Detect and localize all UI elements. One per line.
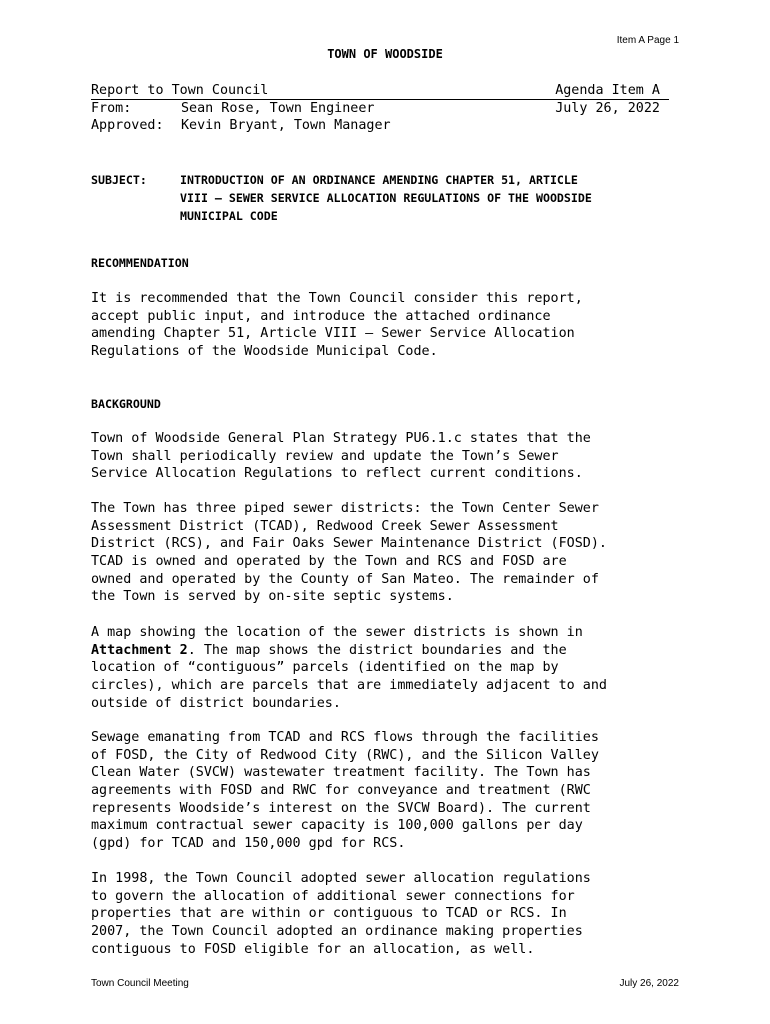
text-line: of FOSD, the City of Redwood City (RWC), and the Silicon Valley	[91, 747, 599, 763]
text-line: In 1998, the Town Council adopted sewer allocation regulations	[91, 871, 591, 886]
background-paragraph-1	[91, 430, 591, 483]
page-label: Item A Page 1	[616, 35, 679, 46]
header-row-from	[91, 100, 669, 118]
report-to: Report to Town Council	[91, 83, 269, 98]
attachment-reference: Attachment 2	[91, 642, 188, 658]
text-line: (gpd) for TCAD and 150,000 gpd for RCS.	[91, 836, 406, 852]
header-row-approved	[91, 117, 669, 135]
text-line: District (RCS), and Fair Oaks Sewer Maintenance District (FOSD).	[91, 536, 607, 552]
text-line: the Town is served by on-site septic systems.	[91, 589, 454, 605]
text-line: owned and operated by the County of San Mateo. The remainder of	[91, 571, 599, 587]
text-line: Sewage emanating from TCAD and RCS flows through the facilities	[91, 730, 599, 745]
text-line: circles), which are parcels that are immediately adjacent to and	[91, 678, 607, 694]
text-line: TCAD is owned and operated by the Town and RCS and FOSD are	[91, 554, 567, 570]
recommendation-heading: RECOMMENDATION	[91, 256, 189, 270]
text-line: Assessment District (TCAD), Redwood Creek Sewer Assessment	[91, 518, 559, 534]
text-line: amending Chapter 51, Article VIII – Sewer Service Allocation	[91, 326, 575, 342]
background-heading: BACKGROUND	[91, 397, 161, 411]
text-line: Service Allocation Regulations to reflect current conditions.	[91, 466, 583, 482]
approved-value: Kevin Bryant, Town Manager	[181, 118, 391, 134]
subject-label: SUBJECT:	[91, 173, 147, 187]
subject-text	[180, 171, 592, 225]
text-line: 2007, the Town Council adopted an ordinance making properties	[91, 924, 583, 940]
text-line: It is recommended that the Town Council consider this report,	[91, 291, 583, 306]
background-paragraph-3	[91, 624, 607, 712]
agenda-item: Agenda Item A	[555, 83, 660, 98]
subject-line: MUNICIPAL CODE	[180, 209, 278, 223]
from-value: Sean Rose, Town Engineer	[181, 100, 375, 116]
subject-line: VIII – SEWER SERVICE ALLOCATION REGULATIONS OF THE WOODSIDE	[180, 191, 592, 205]
text-line: accept public input, and introduce the attached ordinance	[91, 308, 551, 324]
report-header	[91, 82, 669, 135]
text-line: A map showing the location of the sewer districts is shown in	[91, 625, 583, 640]
text-line: Town shall periodically review and update the Town’s Sewer	[91, 448, 559, 464]
background-paragraph-2	[91, 500, 607, 606]
header-row-report	[91, 82, 669, 100]
text-line: maximum contractual sewer capacity is 100,000 gallons per day	[91, 818, 583, 834]
footer-meeting: Town Council Meeting	[91, 978, 189, 989]
footer-date: July 26, 2022	[619, 978, 679, 989]
report-date: July 26, 2022	[555, 100, 660, 116]
from-label: From:	[91, 100, 132, 116]
text-line: Town of Woodside General Plan Strategy PU6.1.c states that the	[91, 431, 591, 446]
text-line: Clean Water (SVCW) wastewater treatment facility. The Town has	[91, 765, 591, 781]
text-line	[91, 642, 607, 660]
text-line: outside of district boundaries.	[91, 695, 341, 711]
text-line: to govern the allocation of additional sewer connections for	[91, 888, 575, 904]
text-line: properties that are within or contiguous to TCAD or RCS. In	[91, 906, 567, 922]
text-line: represents Woodside’s interest on the SVCW Board). The current	[91, 800, 591, 816]
subject-line: INTRODUCTION OF AN ORDINANCE AMENDING CHAPTER 51, ARTICLE	[180, 173, 578, 187]
text-line: agreements with FOSD and RWC for conveyance and treatment (RWC	[91, 783, 591, 799]
text-line: contiguous to FOSD eligible for an allocation, as well.	[91, 941, 535, 957]
text-line: location of “contiguous” parcels (identified on the map by	[91, 660, 559, 676]
approved-label: Approved:	[91, 118, 164, 134]
document-title: TOWN OF WOODSIDE	[327, 47, 443, 61]
recommendation-paragraph	[91, 290, 583, 361]
text-span: . The map shows the district boundaries and the	[187, 642, 567, 658]
text-line: The Town has three piped sewer districts: the Town Center Sewer	[91, 501, 599, 516]
text-line: Regulations of the Woodside Municipal Code.	[91, 344, 438, 360]
background-paragraph-5	[91, 870, 591, 958]
background-paragraph-4	[91, 729, 599, 853]
